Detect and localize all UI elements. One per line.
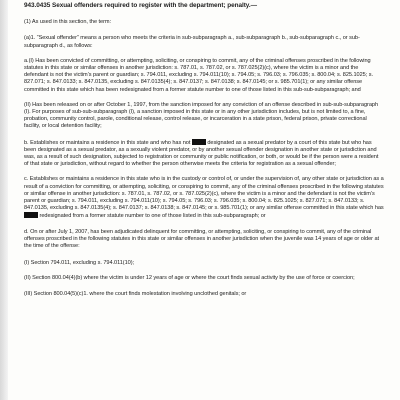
section-heading: 943.0435 Sexual offenders required to register with the department; penalty.— <box>24 2 257 9</box>
paragraph-c-after: redesignated from a former statute number to one of those listed in this sub-subparagraph; or <box>39 213 266 220</box>
redaction-block <box>192 139 206 145</box>
paragraph-b-after: designated as a sexual predator by a court of this state but who has been designated as a sexual predator, as a sexually violent predator, or by another sexual offender designation in another state or jurisdiction and was, as a result of such designation, subjected to registration or community or public notification, or both, or would be if the person were a resident of that state or jurisdiction, without regard to whether the person otherwise meets the criteria for registration as a sexual offender; <box>24 139 379 168</box>
paragraph-b-before: b. Establishes or maintains a residence in this state and who has not <box>24 139 191 146</box>
paragraph-c <box>24 176 384 220</box>
redaction-block <box>24 212 38 218</box>
paragraph-a: (a)1. “Sexual offender” means a person who meets the criteria in sub-subparagraph a., sub-subparagraph b., sub-subparagraph c., or sub-subparagraph d., as follows: <box>24 35 360 49</box>
paragraph-d: d. On or after July 1, 2007, has been adjudicated delinquent for committing, or attempting, soliciting, or conspiring to commit, any of the criminal offenses proscribed in the following statutes in this state or similar offenses in another jurisdiction when the juvenile was 14 years of age or older at the time of the offense: <box>24 228 380 250</box>
intro-paragraph: (1) As used in this section, the term: <box>24 19 112 26</box>
paragraph-a-ii: (II) Has been released on or after October 1, 1997, from the sanction imposed for any conviction of an offense described in sub-sub-subparagraph (I). For purposes of sub-sub-subparagraph (I), a sanction imposed in this state or in any other jurisdiction includes, but is not limited to, a fine, probation, community control, parole, conditional release, control release, or incarceration in a state prison, federal prison, private correctional facility, or local detention facility; <box>24 101 379 130</box>
paragraph-b <box>24 139 384 169</box>
paragraph-c-before: c. Establishes or maintains a residence in this state who is in the custody or control of, or under the supervision of, any other state or jurisdiction as a result of a conviction for committing, or attempting, soliciting, or conspiring to commit, any of the criminal offenses proscribed in the following statutes or similar offense in another jurisdiction: s. 787.01, s. 787.02, or s. 787.025(2)(c), where the victim is a minor and the defendant is not the victim’s parent or guardian; s. 794.011, excluding s. 794.011(10); s. 794.05; s. 796.03; s. 796.035; s. 800.04; s. 825.1025; s. 827.071; s. 847.0133; s. 847.0135, excluding s. 847.0135(4); s. 847.0137; s. 847.0138; s. 847.0145; or s. 985.701(1); or any similar offense committed in this state which has <box>24 176 384 212</box>
paragraph-d-ii: (II) Section 800.04(4)(b) where the victim is under 12 years of age or where the court finds sexual activity by the use of force or coercion; <box>24 275 355 282</box>
paragraph-d-iii: (III) Section 800.04(5)(c)1. where the court finds molestation involving unclothed genitals; or <box>24 290 247 297</box>
paragraph-d-i: (I) Section 794.011, excluding s. 794.011(10); <box>24 260 135 267</box>
paragraph-a-i: a.(I) Has been convicted of committing, or attempting, soliciting, or conspiring to commit, any of the criminal offenses proscribed in the following statutes in this state or similar offenses in another jurisdiction: s. 787.01, s. 787.02, or s. 787.025(2)(c), where the victim is a minor and the defendant is not the victim’s parent or guardian; s. 794.011, excluding s. 794.011(10); s. 794.05; s. 796.03; s. 796.035; s. 800.04; s. 825.1025; s. 827.071; s. 847.0133; s. 847.0135, excluding s. 847.0135(4); s. 847.0137; s. 847.0138; s. 847.0145; or s. 985.701(1); or any similar offense committed in this state which has been redesignated from a former statute number to one of those listed in this sub-sub-subparagraph; and <box>24 57 373 93</box>
